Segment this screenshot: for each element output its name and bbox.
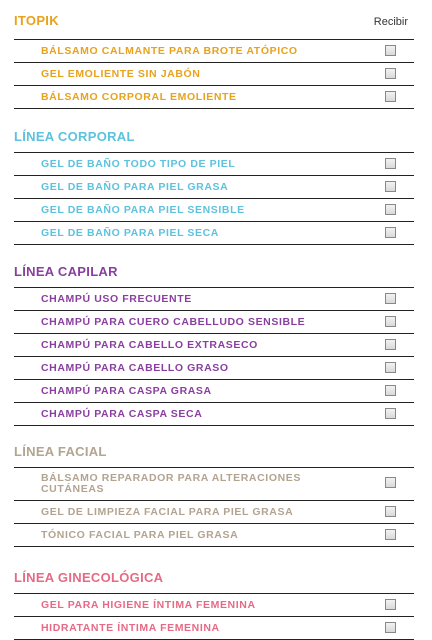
list-item[interactable] [14,468,414,501]
list-item[interactable] [14,153,414,176]
recibir-checkbox[interactable] [385,599,396,610]
recibir-checkbox[interactable] [385,385,396,396]
recibir-checkbox[interactable] [385,293,396,304]
item-label: CHAMPÚ USO FRECUENTE [41,293,192,305]
list-item[interactable] [14,63,414,86]
list-item[interactable] [14,380,414,403]
item-label: GEL DE BAÑO TODO TIPO DE PIEL [41,158,236,170]
item-label: HIDRATANTE ÍNTIMA FEMENINA [41,622,220,634]
item-label: CHAMPÚ PARA CABELLO EXTRASECO [41,339,258,351]
list-item[interactable] [14,617,414,640]
recibir-checkbox[interactable] [385,45,396,56]
item-label: GEL DE BAÑO PARA PIEL GRASA [41,181,229,193]
list-item[interactable] [14,288,414,311]
list-item[interactable] [14,524,414,547]
recibir-checkbox[interactable] [385,339,396,350]
item-label: CHAMPÚ PARA CABELLO GRASO [41,362,229,374]
section-linea-ginecologica [14,569,414,640]
item-label: CHAMPÚ PARA CASPA GRASA [41,385,212,397]
item-label: BÁLSAMO CALMANTE PARA BROTE ATÓPICO [41,45,298,57]
recibir-checkbox[interactable] [385,408,396,419]
recibir-checkbox[interactable] [385,158,396,169]
recibir-checkbox[interactable] [385,506,396,517]
list-item[interactable] [14,501,414,524]
item-label: CHAMPÚ PARA CUERO CABELLUDO SENSIBLE [41,316,306,328]
list-item[interactable] [14,199,414,222]
recibir-checkbox[interactable] [385,181,396,192]
section-title-ginecologica: LÍNEA GINECOLÓGICA [14,570,164,585]
recibir-column-header: Recibir [373,16,408,28]
recibir-checkbox[interactable] [385,316,396,327]
recibir-checkbox[interactable] [385,477,396,488]
list-item[interactable] [14,311,414,334]
section-linea-capilar [14,263,414,426]
list-item[interactable] [14,86,414,109]
item-label: GEL EMOLIENTE SIN JABÓN [41,68,201,80]
recibir-checkbox[interactable] [385,622,396,633]
section-title-itopik: ITOPIK [14,13,59,28]
section-title-corporal: LÍNEA CORPORAL [14,129,135,144]
section-title-facial: LÍNEA FACIAL [14,444,107,459]
recibir-checkbox[interactable] [385,68,396,79]
item-label: GEL DE LIMPIEZA FACIAL PARA PIEL GRASA [41,506,294,518]
list-item[interactable] [14,176,414,199]
recibir-checkbox[interactable] [385,91,396,102]
item-label: CHAMPÚ PARA CASPA SECA [41,408,203,420]
list-item[interactable] [14,594,414,617]
section-linea-facial [14,443,414,547]
item-label: BÁLSAMO CORPORAL EMOLIENTE [41,91,237,103]
recibir-checkbox[interactable] [385,204,396,215]
recibir-checkbox[interactable] [385,529,396,540]
list-item[interactable] [14,40,414,63]
section-title-capilar: LÍNEA CAPILAR [14,264,118,279]
section-itopik [14,12,414,109]
recibir-checkbox[interactable] [385,362,396,373]
section-linea-corporal [14,128,414,245]
item-label: BÁLSAMO REPARADOR PARA ALTERACIONES CUTÁNEAS [41,472,301,495]
list-item[interactable] [14,403,414,426]
item-label: GEL DE BAÑO PARA PIEL SECA [41,227,219,239]
list-item[interactable] [14,357,414,380]
recibir-checkbox[interactable] [385,227,396,238]
list-item[interactable] [14,334,414,357]
item-label: TÓNICO FACIAL PARA PIEL GRASA [41,529,239,541]
item-label: GEL PARA HIGIENE ÍNTIMA FEMENINA [41,599,256,611]
list-item[interactable] [14,222,414,245]
item-label: GEL DE BAÑO PARA PIEL SENSIBLE [41,204,245,216]
